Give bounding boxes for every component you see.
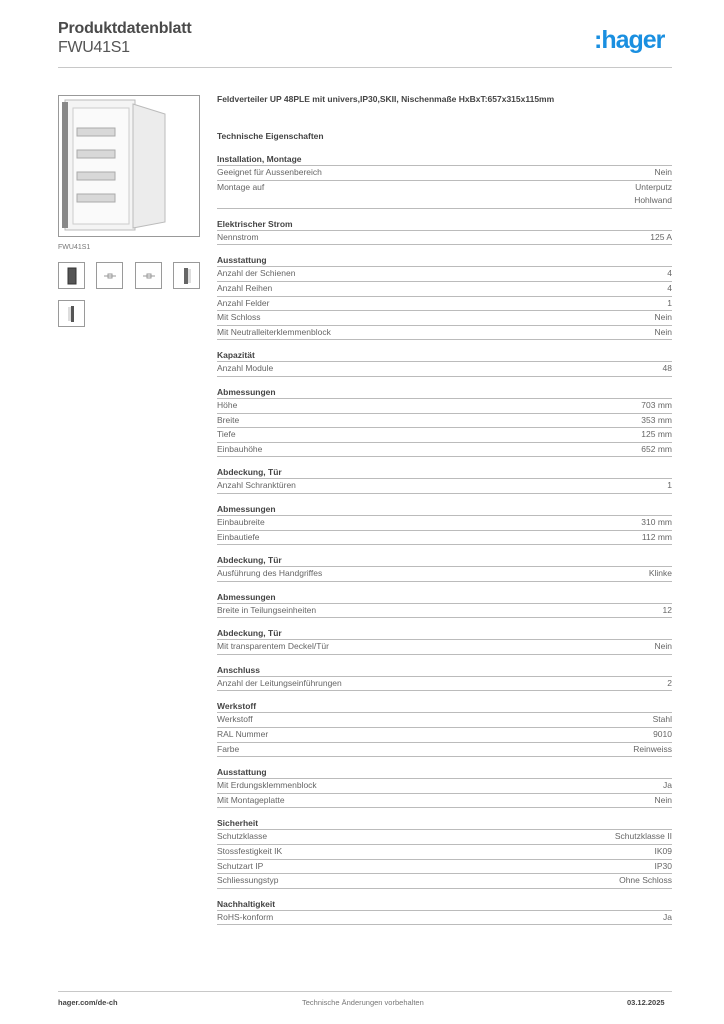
spec-value (641, 443, 672, 457)
spec-value-line: Klinke (648, 568, 672, 579)
spec-value-line: Nein (654, 167, 672, 177)
spec-value (653, 728, 672, 742)
spec-value-line: 1 (667, 297, 672, 308)
spec-value (667, 479, 672, 493)
spec-label: Mit transparentem Deckel/Tür (217, 641, 329, 652)
spec-label: Tiefe (217, 429, 236, 440)
spec-row (217, 874, 672, 889)
spec-label: Ausführung des Handgriffes (217, 568, 323, 579)
spec-value-line: 353 mm (641, 414, 672, 425)
footer-website-link[interactable]: hager.com/de-ch (58, 998, 118, 1007)
spec-section (217, 218, 672, 246)
hager-logo: :hager (594, 26, 665, 54)
spec-label: RAL Nummer (217, 729, 269, 740)
spec-row (217, 743, 672, 758)
spec-value-line: Reinweiss (633, 743, 672, 754)
spec-label: Anzahl Felder (217, 297, 270, 308)
spec-value-line: 12 (662, 604, 672, 615)
footer-date: 03.12.2025 (627, 998, 665, 1007)
spec-label: Farbe (217, 743, 240, 754)
spec-row (217, 911, 672, 926)
spec-value (633, 743, 672, 757)
spec-value-line: 4 (667, 268, 672, 279)
spec-label: Anzahl Reihen (217, 282, 273, 293)
section-title: Anschluss (217, 664, 672, 677)
spec-section (217, 591, 672, 619)
product-description: Feldverteiler UP 48PLE mit univers,IP30,SKII, Nischenmaße HxBxT:657x315x115mm (217, 94, 555, 104)
spec-row (217, 830, 672, 845)
spec-value (667, 282, 672, 296)
section-title: Nachhaltigkeit (217, 898, 672, 911)
spec-row (217, 531, 672, 546)
product-side-open-icon (67, 305, 77, 323)
technical-properties-heading: Technische Eigenschaften (217, 131, 324, 141)
spec-value (655, 640, 672, 654)
spec-value-line: 652 mm (641, 443, 672, 454)
spec-label: Einbautiefe (217, 531, 260, 542)
spec-value (653, 713, 672, 727)
spec-value-line: Nein (654, 326, 672, 337)
spec-value-line: 48 (662, 363, 672, 374)
spec-value-line: IK09 (654, 846, 672, 857)
spec-row (217, 231, 672, 246)
spec-value-line: 125 mm (641, 429, 672, 440)
spec-label: Montage auf (217, 181, 265, 192)
spec-value (663, 362, 672, 376)
spec-value-line: Ja (663, 911, 672, 922)
spec-label: Stossfestigkeit IK (217, 846, 283, 857)
spec-section (217, 466, 672, 494)
section-title: Ausstattung (217, 254, 672, 267)
spec-value-line: 4 (667, 282, 672, 293)
thumbnail-product-side[interactable] (173, 262, 200, 289)
spec-row (217, 282, 672, 297)
spec-label: Höhe (217, 399, 238, 410)
section-title: Kapazität (217, 349, 672, 362)
spec-row (217, 728, 672, 743)
spec-section (217, 386, 672, 457)
spec-value (641, 428, 672, 442)
spec-label: Einbaubreite (217, 516, 265, 527)
spec-label: Anzahl Schranktüren (217, 480, 296, 491)
spec-value-line: IP30 (654, 860, 672, 871)
spec-label: Mit Neutralleiterklemmenblock (217, 326, 331, 337)
section-title: Werkstoff (217, 700, 672, 713)
spec-sections (217, 153, 672, 925)
spec-value-line: Stahl (652, 714, 672, 725)
spec-value (641, 399, 672, 413)
page-title: Produktdatenblatt (58, 20, 192, 37)
spec-row (217, 428, 672, 443)
spec-value-line: 125 A (650, 231, 672, 242)
spec-label: Schliessungstyp (217, 875, 279, 886)
spec-value (667, 267, 672, 281)
spec-row (217, 794, 672, 809)
spec-label: Geeignet für Aussenbereich (217, 167, 322, 177)
spec-value (667, 677, 672, 691)
section-title: Installation, Montage (217, 153, 672, 166)
spec-label: Schutzklasse (217, 831, 268, 842)
spec-section (217, 503, 672, 545)
section-title: Abdeckung, Tür (217, 554, 672, 567)
product-image[interactable] (58, 95, 200, 237)
spec-value (663, 779, 672, 793)
spec-row (217, 166, 672, 181)
spec-section (217, 153, 672, 209)
spec-value (642, 531, 672, 545)
section-title: Sicherheit (217, 817, 672, 830)
spec-value (655, 845, 673, 859)
spec-value (655, 311, 672, 325)
spec-label: Einbauhöhe (217, 443, 263, 454)
dimension-drawing-icon (142, 272, 156, 280)
spec-value (655, 794, 672, 808)
thumbnail-dimension-drawing-2[interactable] (135, 262, 162, 289)
spec-row (217, 399, 672, 414)
spec-row (217, 297, 672, 312)
spec-value (663, 604, 672, 618)
spec-section (217, 349, 672, 377)
image-caption: FWU41S1 (58, 244, 91, 251)
spec-row (217, 181, 672, 209)
spec-row (217, 567, 672, 582)
section-title: Abmessungen (217, 591, 672, 604)
distribution-board-icon (59, 96, 199, 236)
product-code: FWU41S1 (58, 39, 130, 56)
dimension-drawing-icon (103, 272, 117, 280)
spec-value-line: Ja (663, 780, 672, 791)
spec-row (217, 326, 672, 341)
spec-section (217, 817, 672, 888)
spec-section (217, 898, 672, 926)
spec-row (217, 516, 672, 531)
section-title: Elektrischer Strom (217, 218, 672, 231)
spec-row (217, 779, 672, 794)
spec-row (217, 845, 672, 860)
section-title: Abdeckung, Tür (217, 627, 672, 640)
spec-value (649, 567, 672, 581)
spec-value (641, 414, 672, 428)
section-title: Abmessungen (217, 386, 672, 399)
spec-value (655, 860, 673, 874)
spec-row (217, 267, 672, 282)
spec-row (217, 479, 672, 494)
spec-value (634, 181, 672, 208)
spec-label: RoHS-konform (217, 911, 274, 922)
spec-row (217, 414, 672, 429)
spec-value (655, 326, 672, 340)
spec-row (217, 443, 672, 458)
spec-label: Mit Montageplatte (217, 794, 285, 805)
spec-value-line: Schutzklasse II (614, 831, 672, 842)
spec-value-line: Ohne Schloss (619, 875, 672, 886)
spec-label: Mit Schloss (217, 312, 261, 323)
spec-row (217, 311, 672, 326)
spec-label: Nennstrom (217, 231, 259, 242)
spec-value-line: Unterputz (635, 181, 672, 192)
spec-value-line: 703 mm (641, 399, 672, 410)
spec-label: Breite (217, 414, 240, 425)
spec-value-line: Nein (654, 312, 672, 323)
spec-label: Schutzart IP (217, 860, 264, 871)
spec-value (663, 911, 672, 925)
spec-row (217, 677, 672, 692)
section-title: Abdeckung, Tür (217, 466, 672, 479)
spec-value-line: Hohlwand (634, 195, 672, 206)
section-title: Abmessungen (217, 503, 672, 516)
spec-label: Werkstoff (217, 714, 253, 725)
spec-label: Mit Erdungsklemmenblock (217, 780, 317, 791)
thumbnail-dimension-drawing-1[interactable] (96, 262, 123, 289)
spec-value-line: 1 (667, 480, 672, 491)
spec-value (650, 231, 672, 245)
spec-label: Anzahl der Leitungseinführungen (217, 677, 342, 688)
spec-label: Anzahl der Schienen (217, 268, 296, 279)
spec-value (619, 874, 672, 888)
product-side-icon (182, 267, 192, 285)
spec-row (217, 860, 672, 875)
spec-value-line: 2 (667, 677, 672, 688)
spec-section (217, 766, 672, 808)
spec-section (217, 627, 672, 655)
section-title: Ausstattung (217, 766, 672, 779)
thumbnail-product-side-open[interactable] (58, 300, 85, 327)
product-details (217, 94, 672, 934)
spec-section (217, 664, 672, 692)
header-divider (58, 67, 672, 68)
spec-section (217, 554, 672, 582)
spec-row (217, 604, 672, 619)
spec-row (217, 362, 672, 377)
spec-value-line: Nein (654, 641, 672, 652)
spec-value-line: Nein (654, 794, 672, 805)
spec-value (655, 166, 672, 180)
spec-value-line: 310 mm (641, 516, 672, 527)
spec-value (641, 516, 672, 530)
spec-value-line: 112 mm (641, 531, 672, 542)
spec-row (217, 713, 672, 728)
spec-label: Anzahl Module (217, 363, 274, 374)
spec-value (667, 297, 672, 311)
thumbnail-product-front[interactable] (58, 262, 85, 289)
spec-label: Breite in Teilungseinheiten (217, 604, 317, 615)
spec-row (217, 640, 672, 655)
spec-section (217, 700, 672, 757)
footer-disclaimer: Technische Änderungen vorbehalten (302, 998, 424, 1007)
spec-value-line: 9010 (653, 729, 672, 740)
footer-divider (58, 991, 672, 992)
product-front-icon (67, 267, 77, 285)
spec-section (217, 254, 672, 340)
spec-value (615, 830, 672, 844)
